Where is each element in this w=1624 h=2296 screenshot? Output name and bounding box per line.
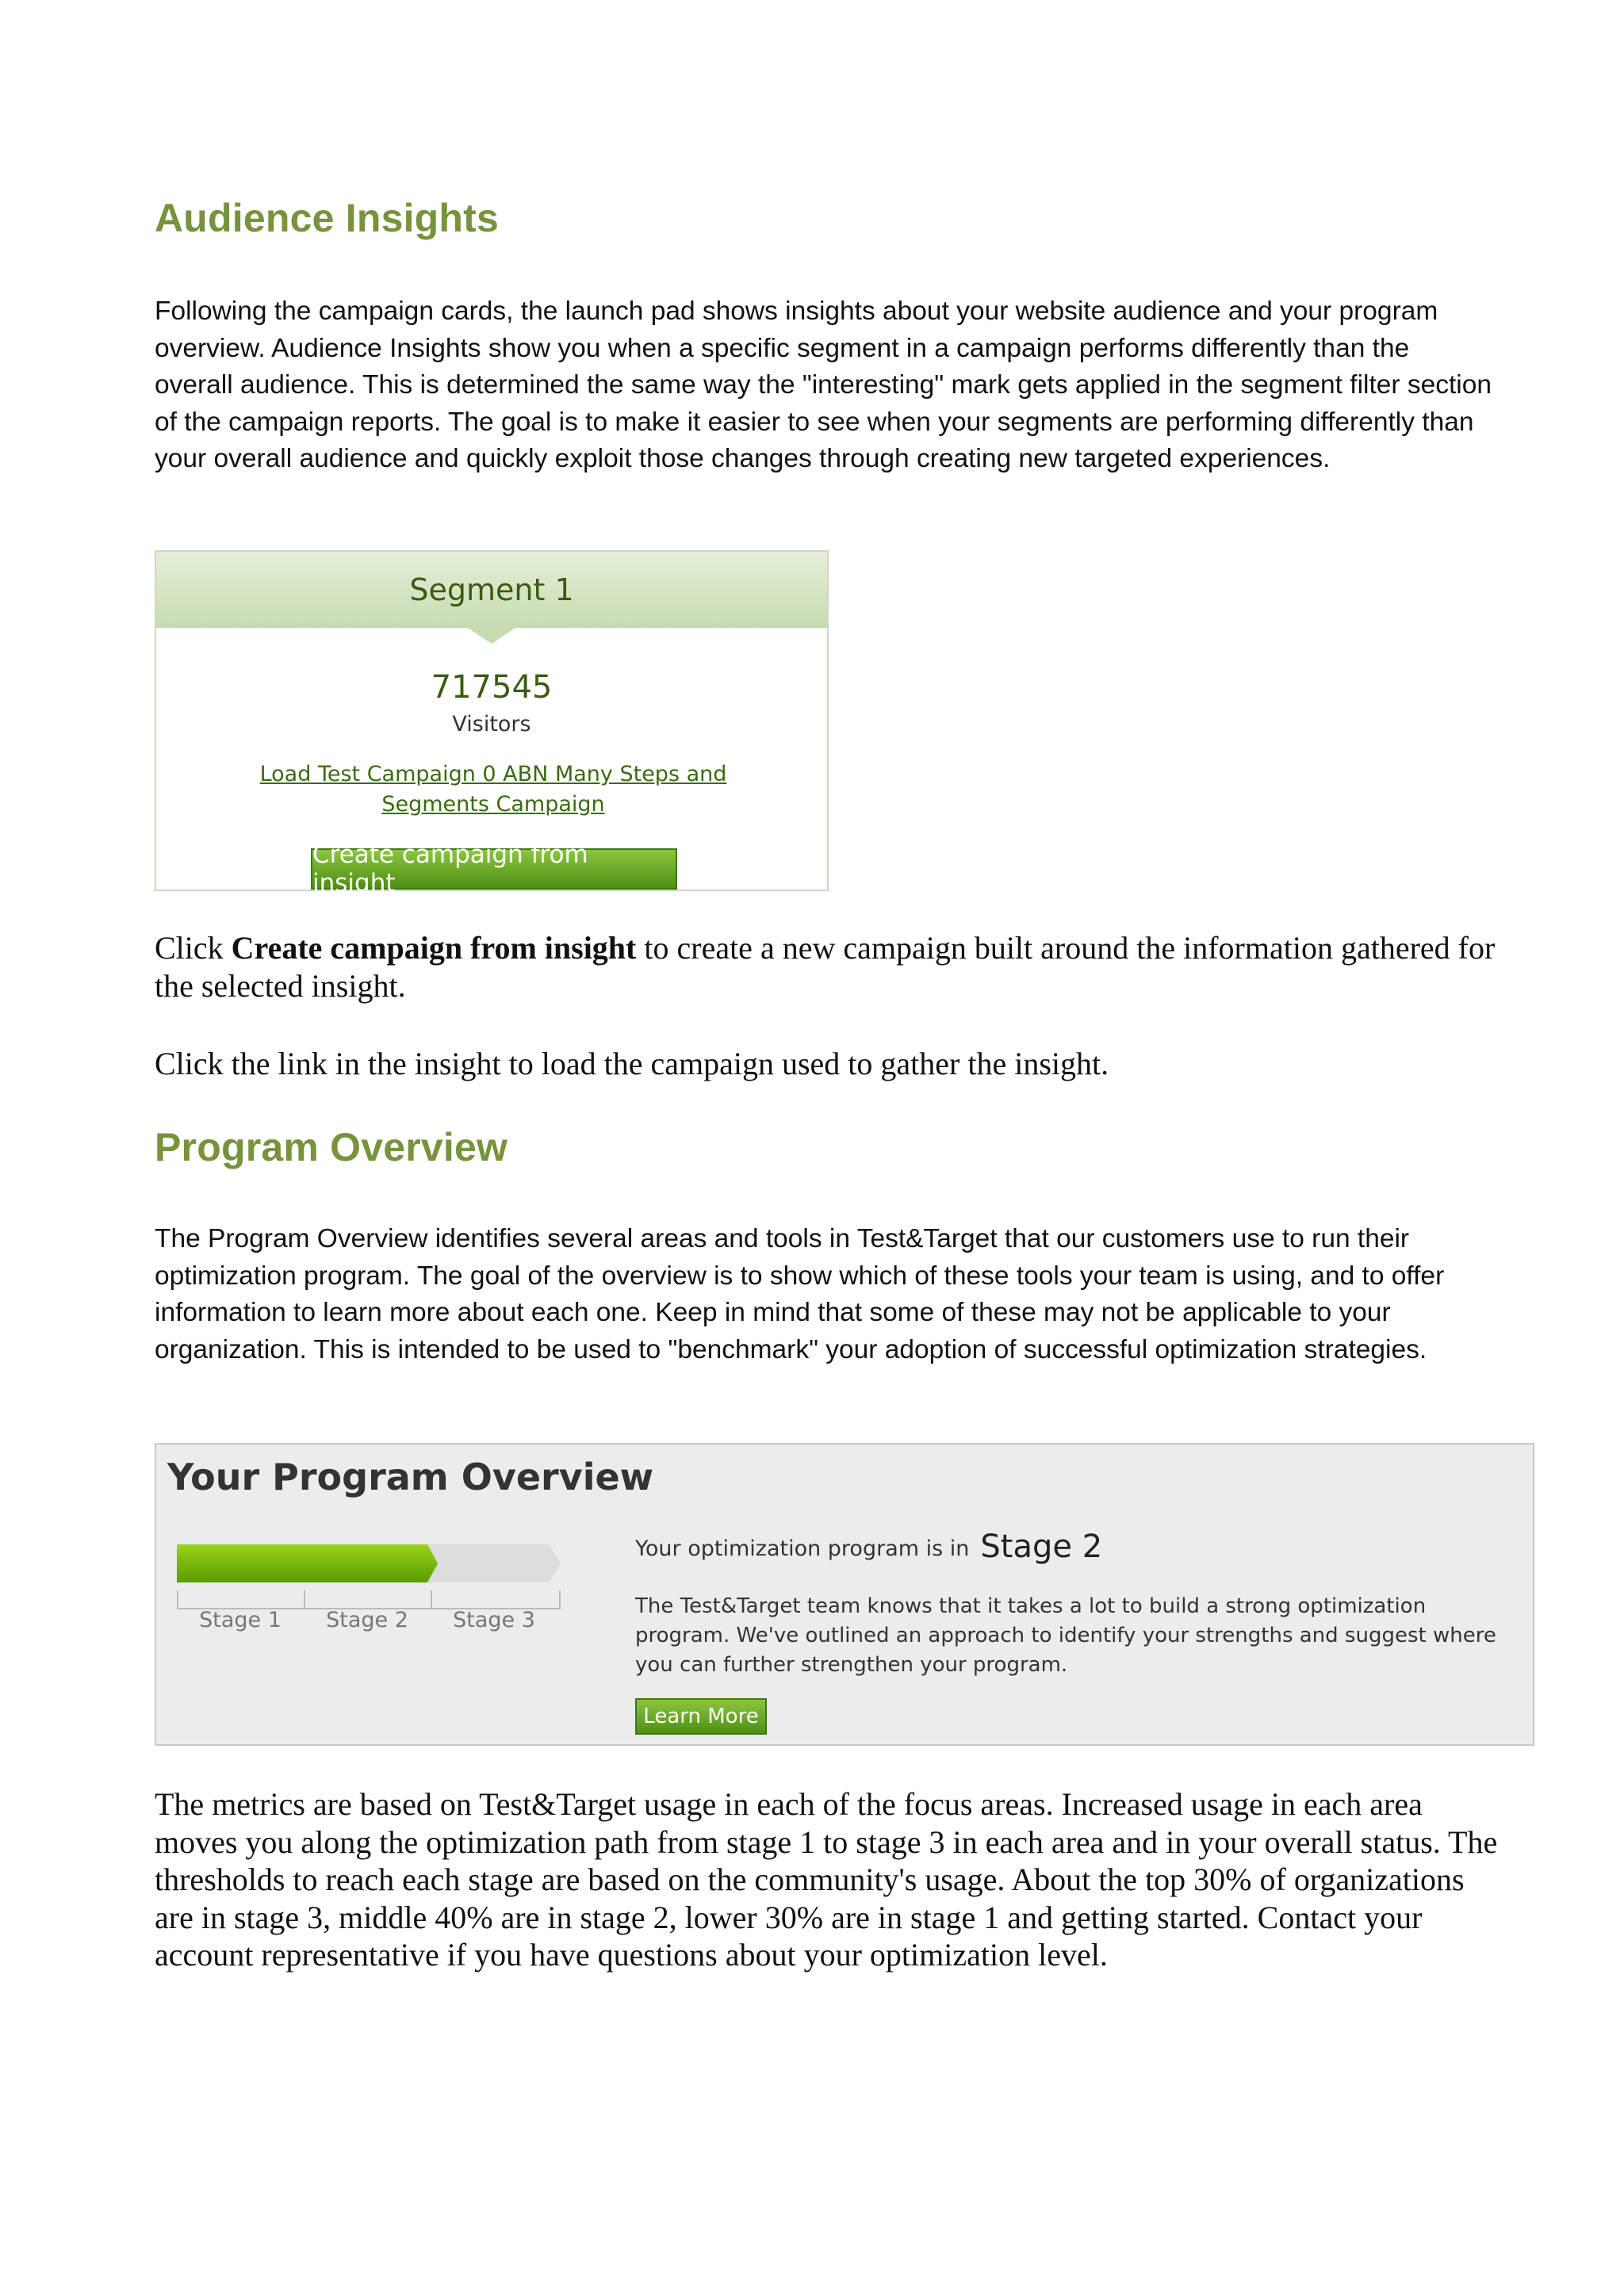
stage-tick xyxy=(304,1590,305,1608)
stage-tick xyxy=(177,1590,178,1608)
status-prefix: Your optimization program is in xyxy=(635,1536,970,1561)
stage-1-label: Stage 1 xyxy=(199,1608,282,1632)
create-instruction-prefix: Click xyxy=(155,930,232,966)
segment-card-header xyxy=(156,552,827,628)
program-overview-panel xyxy=(155,1443,1534,1746)
progress-fill xyxy=(177,1544,438,1582)
program-status xyxy=(635,1529,1102,1565)
audience-insights-intro: Following the campaign cards, the launch pad shows insights about your website audience and your program overview. Audience Insights show you when a specific segment in a campaign performs differently than the overall audience. This is determined the same way the "interesting" mark gets applied in the segment filter section of the campaign reports. The goal is to make it easier to see when your segments are performing differently than your overall audience and quickly exploit those changes through creating new targeted experiences. xyxy=(155,297,1492,473)
program-overview-heading: Program Overview xyxy=(155,1125,508,1169)
segment-insight-card xyxy=(155,550,829,897)
stage-tick xyxy=(431,1590,432,1608)
link-instruction: Click the link in the insight to load the campaign used to gather the insight. xyxy=(155,1046,1109,1081)
segment-title: Segment 1 xyxy=(409,572,574,607)
create-instruction xyxy=(155,929,1511,1004)
stage-tick xyxy=(559,1590,561,1608)
metrics-explanation: The metrics are based on Test&Target usage in each of the focus areas. Increased usage in each area moves you along the optimization path from stage 1 to stage 3 in each area and in your overall status. The thresholds to reach each stage are based on the community's usage. About the top 30% of organizations are in stage 3, middle 40% are in stage 2, lower 30% are in stage 1 and getting started. Contact your account representative if you have questions about your optimization level. xyxy=(155,1786,1498,1973)
learn-more-button[interactable]: Learn More xyxy=(635,1698,767,1735)
campaign-link[interactable]: Load Test Campaign 0 ABN Many Steps and Segments Campaign xyxy=(259,762,727,817)
visitors-label: Visitors xyxy=(452,712,531,737)
create-campaign-button[interactable]: Create campaign from insight xyxy=(311,848,677,890)
create-instruction-bold: Create campaign from insight xyxy=(231,930,637,966)
stage-2-label: Stage 2 xyxy=(326,1608,408,1632)
visitor-count: 717545 xyxy=(431,669,553,706)
create-instruction-suffix: to create a new campaign built around the information gathered for the selected insight. xyxy=(155,930,1496,1004)
stage-3-label: Stage 3 xyxy=(453,1608,535,1632)
header-pointer-icon xyxy=(468,628,515,644)
program-overview-intro: The Program Overview identifies several areas and tools in Test&Target that our customers use to run their optimization program. The goal of the overview is to show which of these tools your team is using, and to offer information to learn more about each one. Keep in mind that some of these may not be applicable to your organization. This is intended to be used to "benchmark" your adoption of successful optimization strategies. xyxy=(155,1224,1445,1364)
stage-progress-bar xyxy=(177,1544,561,1582)
stage-scale xyxy=(177,1590,561,1609)
audience-insights-heading: Audience Insights xyxy=(155,196,500,240)
program-description: The Test&Target team knows that it takes a lot to build a strong optimization program. We've outlined an approach to identify your strengths and suggest where you can further strengthen your program. xyxy=(635,1594,1496,1677)
panel-title: Your Program Overview xyxy=(167,1456,654,1498)
current-stage: Stage 2 xyxy=(980,1529,1103,1565)
